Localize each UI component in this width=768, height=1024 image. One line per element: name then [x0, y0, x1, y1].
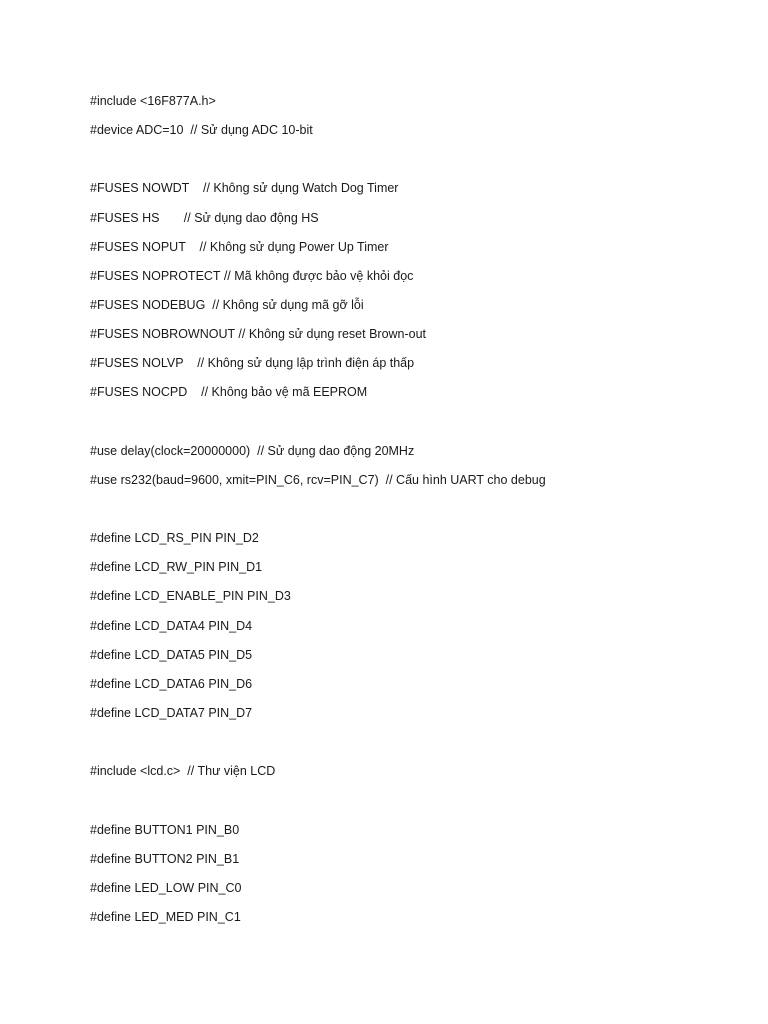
code-line: #define LED_LOW PIN_C0	[90, 880, 242, 895]
code-line: #FUSES NOLVP // Không sử dụng lập trình điện áp thấp	[90, 356, 415, 371]
code-line: #define LED_MED PIN_C1	[90, 909, 241, 924]
code-line: #define LCD_DATA7 PIN_D7	[90, 705, 253, 720]
code-line: #define LCD_DATA5 PIN_D5	[90, 647, 253, 662]
code-line: #device ADC=10 // Sử dụng ADC 10-bit	[90, 123, 313, 138]
code-line: #FUSES NOPROTECT // Mã không được bảo vệ khỏi đọc	[90, 268, 414, 283]
code-line: #FUSES NOWDT // Không sử dụng Watch Dog Timer	[90, 181, 399, 196]
code-line: #use delay(clock=20000000) // Sử dụng dao động 20MHz	[90, 443, 415, 458]
code-line: #include <lcd.c> // Thư viện LCD	[90, 764, 276, 779]
code-line: #define LCD_DATA6 PIN_D6	[90, 676, 253, 691]
code-line: #FUSES NOBROWNOUT // Không sử dụng reset Brown-out	[90, 327, 427, 342]
code-line: #define BUTTON2 PIN_B1	[90, 851, 240, 866]
code-listing	[90, 93, 730, 938]
code-line: #define BUTTON1 PIN_B0	[90, 822, 240, 837]
code-line: #FUSES NODEBUG // Không sử dụng mã gỡ lỗi	[90, 297, 364, 312]
code-line: #FUSES NOCPD // Không bảo vệ mã EEPROM	[90, 385, 368, 400]
code-line: #include <16F877A.h>	[90, 94, 216, 108]
code-line: #define LCD_ENABLE_PIN PIN_D3	[90, 589, 291, 604]
code-line: #define LCD_RW_PIN PIN_D1	[90, 560, 263, 575]
code-line: #define LCD_RS_PIN PIN_D2	[90, 531, 259, 546]
code-line: #FUSES NOPUT // Không sử dụng Power Up Timer	[90, 239, 389, 254]
code-line: #define LCD_DATA4 PIN_D4	[90, 618, 253, 633]
code-line: #FUSES HS // Sử dụng dao động HS	[90, 210, 319, 225]
code-line: #use rs232(baud=9600, xmit=PIN_C6, rcv=PIN_C7) // Cấu hình UART cho debug	[90, 472, 546, 487]
